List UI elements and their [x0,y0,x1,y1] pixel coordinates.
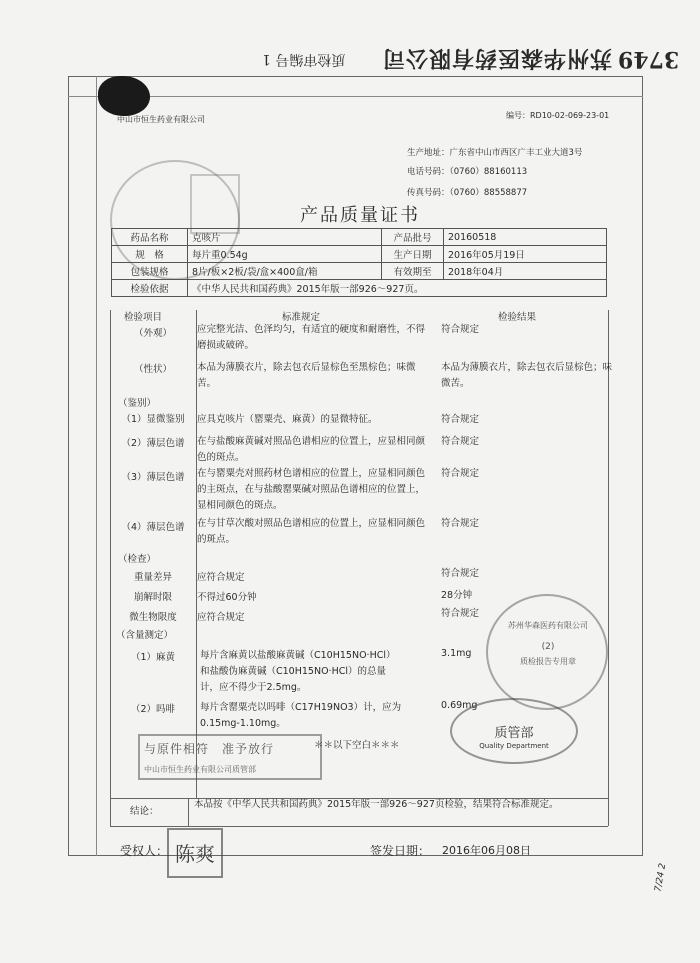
row-result: 符合规定 [441,608,480,619]
ephedrine-line-a: 每片含麻黄以盐酸麻黄碱（C [200,650,321,661]
row-item: （性状） [133,364,172,375]
row-result: 28分钟 [441,590,473,601]
row-result: 3.1mg [441,648,472,659]
qc-department-stamp [450,698,578,764]
conclusion-left-border [110,798,111,826]
basis-value: 《中华人民共和国药典》2015年版一部926～927页。 [188,280,607,297]
row-result: 符合规定 [441,518,480,529]
page-number: 3749 [618,46,680,72]
row-item: （含量测定） [116,630,174,641]
col-standard-header: 标准规定 [282,312,321,323]
row-result: 本品为薄膜衣片，除去包衣后显棕色；味微苦。 [441,362,613,389]
fax: 传真号码：（0760）88558877 [407,188,528,198]
pack-value: 8片/板×2板/袋/盒×400盒/箱 [188,263,382,280]
row-standard: 在与甘草次酸对照品色谱相应的位置上，应显相同颜色的斑点。 [197,518,426,545]
doc-code: 编号：RD10-02-069-23-01 [506,111,610,120]
info-table [111,228,607,297]
row-standard: 应具克咳片（罂粟壳、麻黄）的显微特征。 [197,414,378,425]
conclusion-text: 本品按《中华人民共和国药典》2015年版一部926～927页检验，结果符合标准规定。 [194,799,559,810]
col-result-header: 检验结果 [498,312,537,323]
conclusion-right-border [608,798,609,826]
ephedrine-line-b: 和盐酸伪麻黄碱（C [200,666,283,677]
row-item: 崩解时限 [133,592,172,603]
morphine-formula: 17H19NO3）计，应为 [301,702,402,713]
drug-name-value: 克咳片 [188,229,382,246]
conclusion-label: 结论： [130,806,159,817]
col-item-header: 检验项目 [124,312,163,323]
row-result: 符合规定 [441,414,480,425]
morphine-standard [200,700,440,732]
handwritten-note: 7/24 2 [653,862,669,893]
signature-seal [167,828,223,878]
pseudo-formula: 10H15NO·HCl）的总量 [282,666,386,677]
conclusion-bottom-line [110,826,608,827]
ephedrine-standard [200,648,440,696]
pack-label: 包装规格 [112,263,188,280]
morphine-line-a: 每片含罂粟壳以吗啡（C [200,702,302,713]
frame-divider [96,76,97,856]
table-left-border [110,310,111,798]
prod-date-label: 生产日期 [382,246,444,263]
basis-label: 检验依据 [112,280,188,297]
row-standard: 应符合规定 [197,612,245,623]
round-stamp-number: (2) [541,642,555,652]
spec-label: 规 格 [112,246,188,263]
expiry-label: 有效期至 [382,263,444,280]
drug-name-label: 药品名称 [112,229,188,246]
qc-stamp-title: 质管部 [494,726,534,741]
row-item: （1）麻黄 [130,652,176,663]
row-item: （1）显微鉴别 [121,414,185,425]
row-result: 0.69mg [441,700,478,711]
row-standard: 本品为薄膜衣片，除去包衣后显棕色至黑棕色；味微苦。 [197,362,416,389]
row-standard: 应符合规定 [197,572,245,583]
issue-date: 2016年06月08日 [442,844,531,857]
ephedrine-formula: 10H15NO·HCl） [320,650,396,661]
copy-stamp-line1: 与原件相符 准予放行 [144,742,275,756]
authorized-label: 受权人： [120,844,169,858]
row-item: （2）薄层色谱 [121,438,185,449]
row-standard: 在与罂粟壳对照药材色谱相应的位置上，应显相同颜色的主斑点，在与盐酸罂粟碱对照品色谱相应的位置上，显相同颜色的斑点。 [197,468,426,511]
conclusion-divider [188,798,189,826]
copy-conform-stamp [138,734,322,780]
frame-top-line [68,96,643,97]
spec-value: 每片重0.54g [188,246,382,263]
qc-stamp-subtitle: Quality Department [479,742,549,750]
row-item: 微生物限度 [129,612,177,623]
document-title: 产品质量证书 [300,205,420,226]
row-item: 重量差异 [133,572,172,583]
faded-square-stamp [190,174,240,234]
batch-label: 产品批号 [382,229,444,246]
row-item: （外观） [133,328,172,339]
telephone: 电话号码：（0760）88160113 [407,167,528,177]
round-quality-stamp [486,594,608,710]
row-item: （4）薄层色谱 [121,522,185,533]
address: 生产地址：广东省中山市西区广丰工业大道3号 [407,148,583,158]
blank-note: ＊＊以下空白＊＊＊ [314,740,400,751]
row-result: 符合规定 [441,324,480,335]
issue-label: 签发日期： [370,844,431,858]
row-standard: 在与盐酸麻黄碱对照品色谱相应的位置上，应显相同颜色的斑点。 [197,436,426,463]
batch-value: 20160518 [444,229,607,246]
row-item: （3）薄层色谱 [121,472,185,483]
audit-number: 质检审编号 1 [262,51,346,67]
morphine-line-b: 0.15mg-1.10mg。 [200,718,286,729]
row-item: （检查） [118,554,157,565]
copy-stamp-line2: 中山市恒生药业有限公司质管部 [144,765,256,774]
row-item: （鉴别） [118,398,157,409]
ephedrine-line-c: 计，应不得少于2.5mg。 [200,682,307,693]
row-item: （2）吗啡 [130,704,176,715]
row-result: 符合规定 [441,436,480,447]
row-standard: 应完整光洁、色泽均匀，有适宜的硬度和耐磨性，不得磨损或破碎。 [197,324,426,351]
round-stamp-text: 苏州华森医药有限公司 [508,621,588,630]
signer-name: 陈爽 [175,842,215,866]
prod-date-value: 2016年05月19日 [444,246,607,263]
top-company-name: 苏州华森医药有限公司 [382,45,613,71]
round-stamp-sub: 质检报告专用章 [520,657,576,666]
row-result: 符合规定 [441,568,480,579]
ink-blot [98,76,150,116]
row-standard: 不得过60分钟 [197,592,257,603]
row-result: 符合规定 [441,468,480,479]
maker-name: 中山市恒生药业有限公司 [117,115,205,124]
expiry-value: 2018年04月 [444,263,607,280]
